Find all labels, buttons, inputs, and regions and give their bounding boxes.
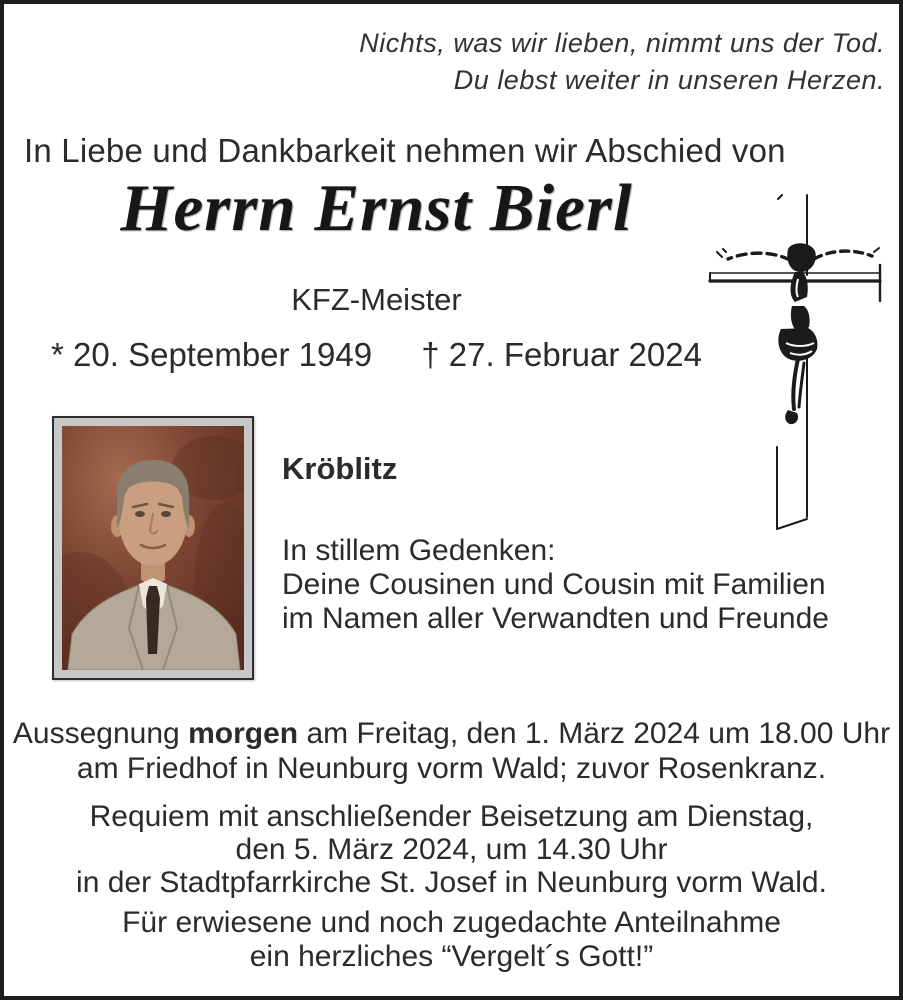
- mourners: [282, 534, 829, 636]
- epigraph-line-1: Nichts, was wir lieben, nimmt uns der Tod.: [359, 28, 885, 58]
- intro-line: In Liebe und Dankbarkeit nehmen wir Abschied von: [24, 132, 786, 169]
- epigraph: [359, 25, 885, 99]
- aussegnung-line-1: [4, 716, 899, 751]
- life-dates: [4, 336, 749, 374]
- aussegnung-bold-word: morgen: [188, 717, 299, 750]
- requiem-announcement: [4, 800, 899, 899]
- thanks-line-1: Für erwiesene und noch zugedachte Anteilnahme: [122, 906, 781, 939]
- death-date: † 27. Februar 2024: [421, 336, 702, 373]
- mourners-line-1: In stillem Gedenken:: [282, 534, 556, 567]
- epigraph-line-2: Du lebst weiter in unseren Herzen.: [453, 65, 885, 95]
- birth-date: * 20. September 1949: [51, 336, 373, 373]
- residence: Kröblitz: [282, 451, 398, 486]
- memorial-block: [282, 452, 829, 636]
- aussegnung-announcement: [4, 716, 899, 786]
- aussegnung-rest: am Freitag, den 1. März 2024 um 18.00 Uhr: [306, 717, 891, 750]
- mourners-line-2: Deine Cousinen und Cousin mit Familien: [282, 568, 826, 601]
- portrait-illustration: [62, 426, 244, 670]
- requiem-line-2: den 5. März 2024, um 14.30 Uhr: [235, 833, 668, 866]
- profession: KFZ-Meister: [291, 282, 462, 317]
- mourners-line-3: im Namen aller Verwandten und Freunde: [282, 602, 829, 635]
- aussegnung-line-2: am Friedhof in Neunburg vorm Wald; zuvor Rosenkranz.: [76, 752, 827, 785]
- thanks-line-2: ein herzliches “Vergelt´s Gott!”: [249, 940, 654, 973]
- thanks-note: [4, 906, 899, 974]
- requiem-line-3: in der Stadtpfarrkirche St. Josef in Neunburg vorm Wald.: [76, 866, 827, 899]
- portrait-photo: [52, 416, 254, 680]
- deceased-name: Herrn Ernst Bierl: [120, 171, 633, 245]
- requiem-line-1: Requiem mit anschließender Beisetzung am Dienstag,: [89, 800, 814, 833]
- aussegnung-prefix: Aussegnung: [12, 717, 180, 750]
